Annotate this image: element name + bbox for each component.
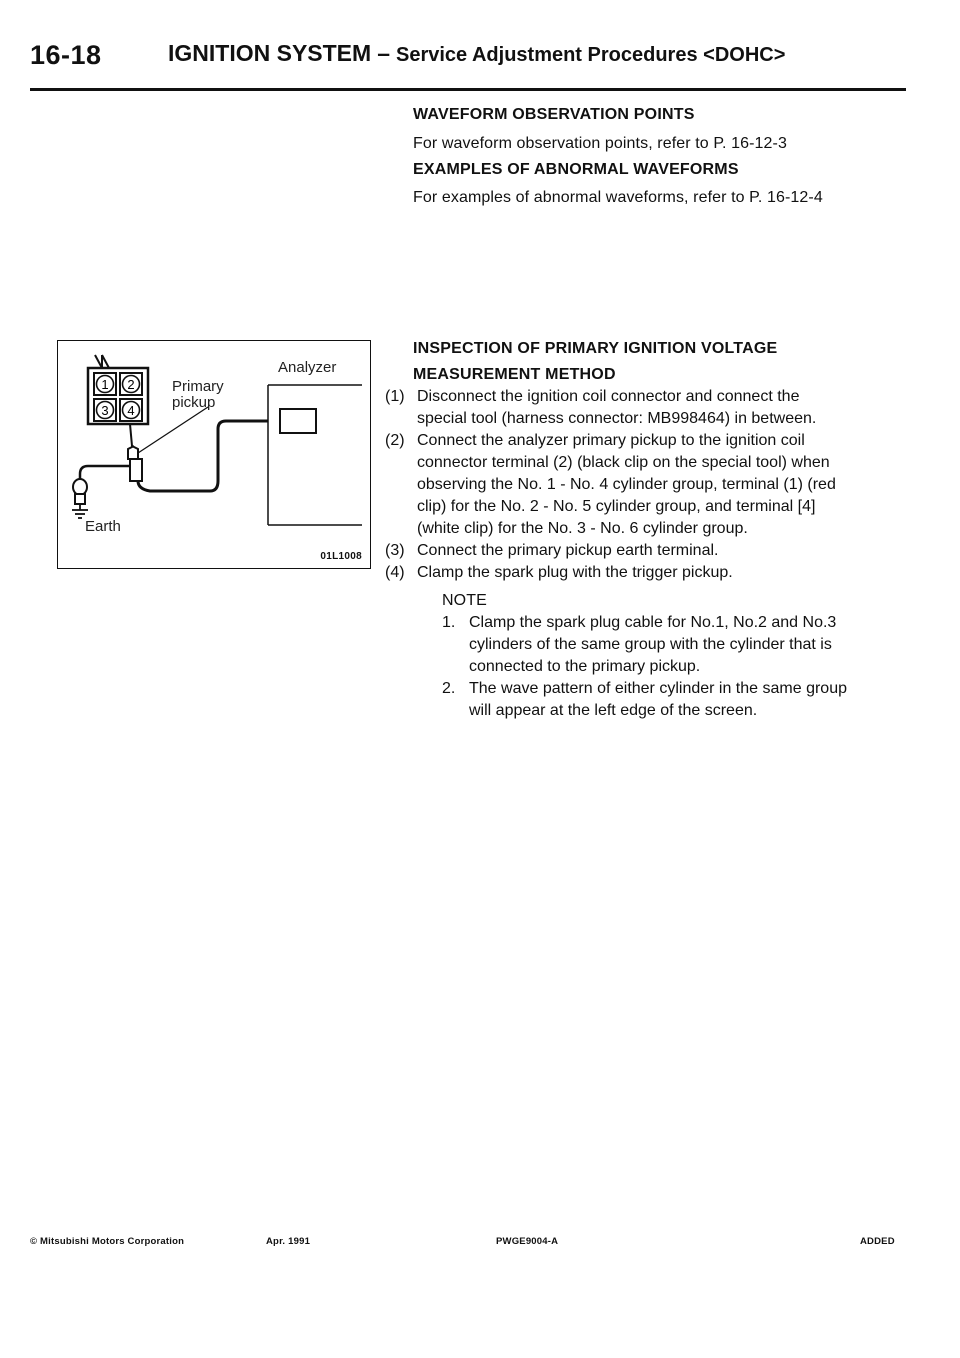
step-line: connector terminal (2) (black clip on the special tool) when	[417, 454, 830, 471]
analyzer-screen	[280, 409, 316, 433]
step-line: Connect the primary pickup earth terminal.	[417, 542, 719, 559]
primary-label-line: Primary	[172, 378, 224, 395]
waveform-heading: WAVEFORM OBSERVATION POINTS	[413, 106, 695, 123]
step-line: (white clip) for the No. 3 - No. 6 cylinder group.	[417, 520, 748, 537]
step-number: (1)	[385, 388, 405, 405]
note-number: 1.	[442, 614, 456, 631]
step-number: (4)	[385, 564, 405, 581]
step-number: (3)	[385, 542, 405, 559]
step-line: observing the No. 1 - No. 4 cylinder group, terminal (1) (red	[417, 476, 836, 493]
method-heading: MEASUREMENT METHOD	[413, 366, 616, 383]
note-line: cylinders of the same group with the cylinder that is	[469, 636, 832, 653]
pin-3: 3	[101, 403, 109, 418]
page-number: 16-18	[30, 40, 102, 70]
abnormal-heading: EXAMPLES OF ABNORMAL WAVEFORMS	[413, 161, 739, 178]
step-line: clip) for the No. 2 - No. 5 cylinder group, and terminal [4]	[417, 498, 816, 515]
note-line: will appear at the left edge of the screen.	[469, 702, 758, 719]
earth-label: Earth	[85, 518, 121, 535]
pin-1: 1	[101, 377, 109, 392]
step-line: Disconnect the ignition coil connector and connect the	[417, 388, 800, 405]
pin-2: 2	[127, 377, 135, 392]
connection-diagram	[57, 340, 371, 569]
footer-date: Apr. 1991	[266, 1236, 311, 1247]
subsection-title: Service Adjustment Procedures <DOHC>	[395, 44, 786, 66]
page-title	[168, 40, 785, 67]
step-number: (2)	[385, 432, 405, 449]
step-line: Connect the analyzer primary pickup to the ignition coil	[417, 432, 805, 449]
note-line: connected to the primary pickup.	[469, 658, 701, 675]
page-header	[30, 40, 906, 90]
step-line: Clamp the spark plug with the trigger pickup.	[417, 564, 733, 581]
inspection-heading: INSPECTION OF PRIMARY IGNITION VOLTAGE	[413, 340, 778, 357]
waveform-text: For waveform observation points, refer to P. 16-12-3	[413, 135, 787, 152]
note-line: Clamp the spark plug cable for No.1, No.2 and No.3	[469, 614, 837, 631]
header-rule	[30, 88, 906, 91]
primary-pickup-label	[172, 379, 224, 411]
note-line: The wave pattern of either cylinder in the same group	[469, 680, 847, 697]
figure-code: 01L1008	[320, 551, 362, 562]
pickup-label-line: pickup	[172, 394, 216, 411]
abnormal-text: For examples of abnormal waveforms, refer to P. 16-12-4	[413, 189, 823, 206]
analyzer-label: Analyzer	[278, 359, 337, 376]
step-line: special tool (harness connector: MB998464) in between.	[417, 410, 817, 427]
footer-status: ADDED	[860, 1236, 895, 1247]
footer-copyright: © Mitsubishi Motors Corporation	[30, 1236, 185, 1247]
note-label: NOTE	[442, 592, 487, 609]
footer-doc-code: PWGE9004-A	[496, 1236, 559, 1247]
title-separator: –	[377, 40, 390, 66]
section-title: IGNITION SYSTEM	[168, 40, 372, 66]
note-number: 2.	[442, 680, 456, 697]
pin-4: 4	[127, 403, 135, 418]
